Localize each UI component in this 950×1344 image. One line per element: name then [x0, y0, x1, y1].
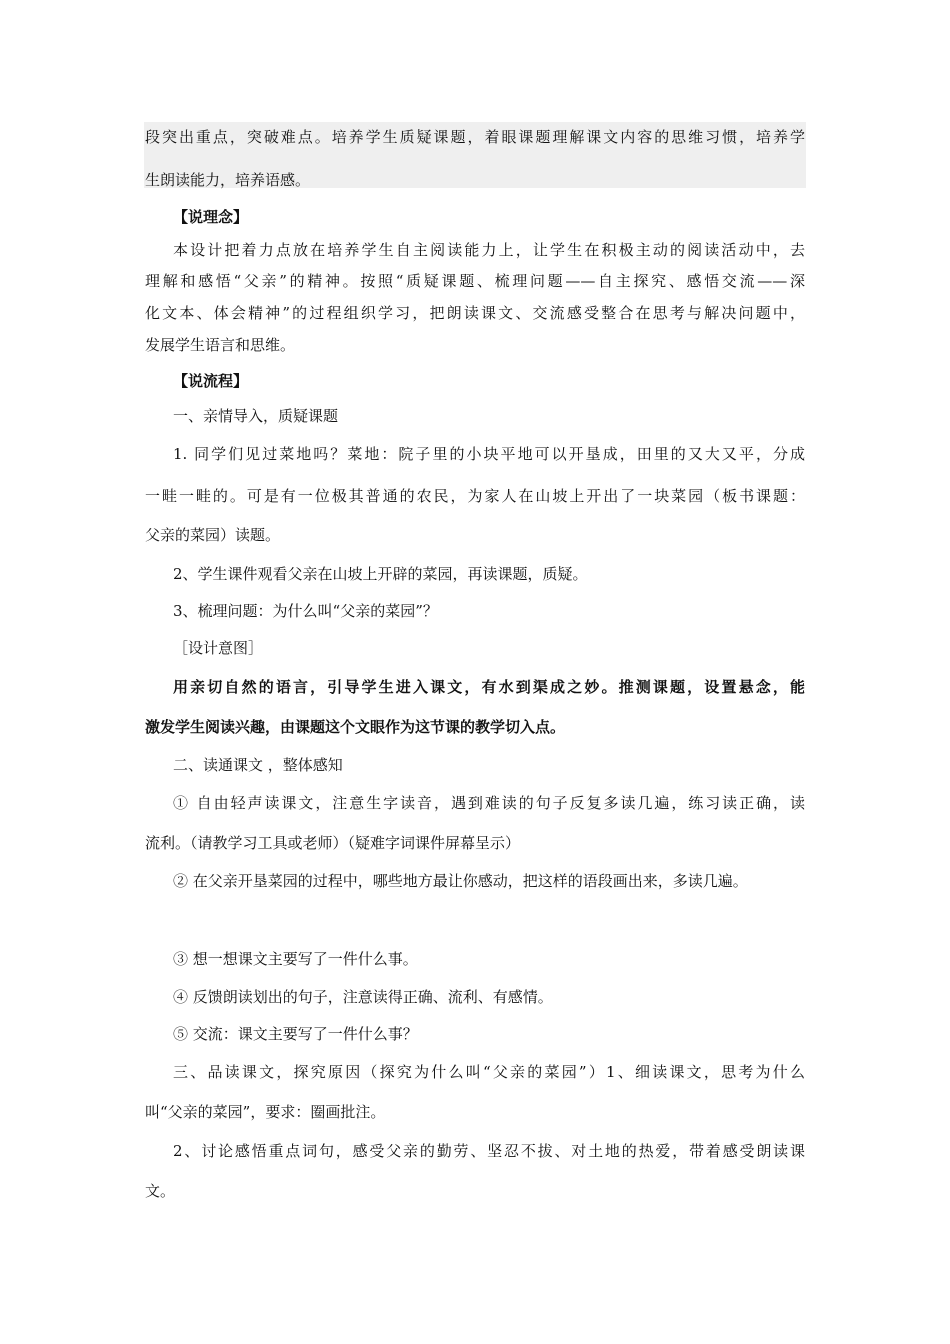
process-heading: 【说流程】	[173, 372, 249, 390]
intro-line-1: 段突出重点，突破难点。培养学生质疑课题，着眼课题理解课文内容的思维习惯，培养学	[145, 128, 805, 146]
section1-item1-line-2: 一畦一畦的。可是有一位极其普通的农民，为家人在山坡上开出了一块菜园（板书课题：	[145, 487, 805, 505]
section2-title: 二、读通课文 ，整体感知	[173, 756, 343, 774]
design-intent-heading: ［设计意图］	[173, 639, 264, 657]
concept-line-4: 发展学生语言和思维。	[145, 336, 296, 354]
section1-item2: 2、学生课件观看父亲在山坡上开辟的菜园，再读课题，质疑。	[173, 565, 588, 583]
section1-item1-line-3: 父亲的菜园）读题。	[145, 526, 281, 544]
section3-title-line-2: 叫“父亲的菜园”，要求：圈画批注。	[145, 1103, 386, 1121]
section3-item2-line-1: 2、讨论感悟重点词句，感受父亲的勤劳、坚忍不拔、对土地的热爱，带着感受朗读课	[173, 1142, 805, 1160]
section2-item1-line-2: 流利。（请教学习工具或老师）（疑难字词课件屏幕呈示）	[145, 834, 521, 852]
design-intent-line-1: 用亲切自然的语言，引导学生进入课文，有水到渠成之妙。推测课题，设置悬念，能	[173, 678, 805, 696]
design-intent-line-2: 激发学生阅读兴趣，由课题这个文眼作为这节课的教学切入点。	[145, 718, 566, 736]
section2-item4: ④ 反馈朗读划出的句子，注意读得正确、流利、有感情。	[173, 988, 553, 1006]
concept-line-3: 化文本、体会精神”的过程组织学习，把朗读课文、交流感受整合在思考与解决问题中，	[145, 304, 805, 322]
section1-item1-line-1: 1. 同学们见过菜地吗？菜地：院子里的小块平地可以开垦成，田里的又大又平，分成	[173, 445, 805, 463]
section3-title-line-1: 三、品读课文，探究原因（探究为什么叫“父亲的菜园”）1、细读课文，思考为什么	[173, 1063, 805, 1081]
intro-line-2: 生朗读能力，培养语感。	[145, 171, 311, 189]
section2-item1-line-1: ① 自由轻声读课文，注意生字读音，遇到难读的句子反复多读几遍，练习读正确，读	[173, 794, 805, 812]
concept-line-1: 本设计把着力点放在培养学生自主阅读能力上，让学生在积极主动的阅读活动中，去	[173, 241, 805, 259]
concept-line-2: 理解和感悟“父亲”的精神。按照“质疑课题、梳理问题——自主探究、感悟交流——深	[145, 272, 805, 290]
section1-item3: 3、梳理问题：为什么叫“父亲的菜园”？	[173, 602, 438, 620]
section2-item2: ② 在父亲开垦菜园的过程中，哪些地方最让你感动，把这样的语段画出来，多读几遍。	[173, 872, 748, 890]
section3-item2-line-2: 文。	[145, 1182, 176, 1200]
section2-item5: ⑤ 交流：课文主要写了一件什么事？	[173, 1025, 418, 1043]
section2-item3: ③ 想一想课文主要写了一件什么事。	[173, 950, 418, 968]
section1-title: 一、亲情导入，质疑课题	[173, 407, 339, 425]
concept-heading: 【说理念】	[173, 208, 249, 226]
